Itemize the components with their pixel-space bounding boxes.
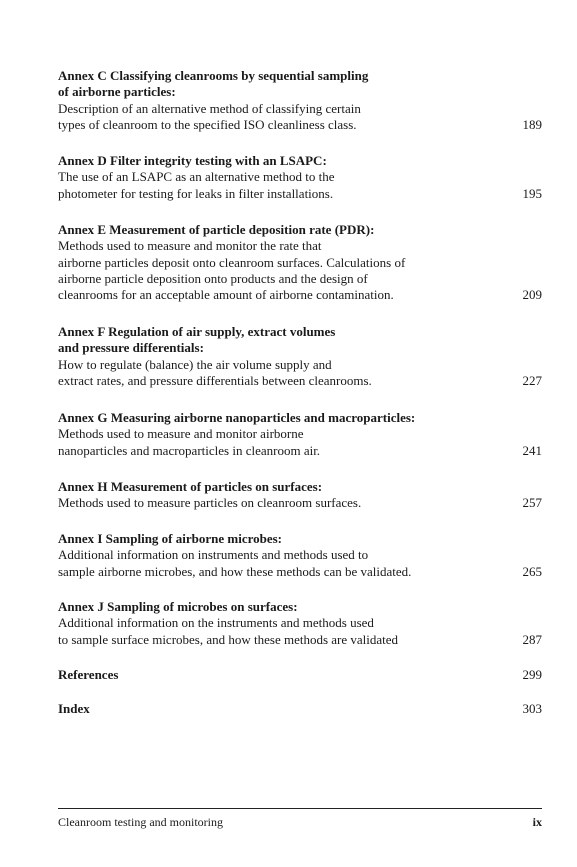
toc-entry-last-row: [58, 632, 542, 648]
toc-entry-description: Description of an alternative method of classifying certain: [58, 100, 361, 116]
toc-entry-description: sample airborne microbes, and how these methods can be validated.: [58, 563, 412, 579]
toc-entry-description: extract rates, and pressure differentials between cleanrooms.: [58, 372, 372, 388]
toc-entry-page-number: 303: [522, 701, 542, 716]
toc-entry-description: Additional information on the instruments and methods used: [58, 615, 374, 631]
toc-entry-description: to sample surface microbes, and how these methods are validated: [58, 631, 399, 647]
toc-entry-annex-e[interactable]: [58, 222, 542, 303]
toc-entry-annex-c[interactable]: [58, 68, 542, 133]
toc-entry-heading: of airborne particles:: [58, 84, 176, 100]
toc-entry-description: airborne particles deposit onto cleanroom surfaces. Calculations of: [58, 254, 406, 270]
footer-divider: [58, 808, 542, 809]
toc-entry-last-row: [58, 287, 542, 303]
toc-entry-heading: Annex G Measuring airborne nanoparticles and macroparticles:: [58, 410, 416, 425]
toc-entry-page-number: 189: [522, 116, 542, 132]
toc-entry-last-row: [58, 495, 542, 511]
toc-entry-description: cleanrooms for an acceptable amount of airborne contamination.: [58, 287, 394, 303]
toc-entry-description: nanoparticles and macroparticles in cleanroom air.: [58, 442, 321, 458]
toc-entry-page-number: 257: [522, 495, 542, 511]
toc-entry-heading: Annex D Filter integrity testing with an LSAPC:: [58, 153, 327, 168]
toc-entry-description: Methods used to measure and monitor airborne: [58, 426, 304, 442]
toc-entry-page-number: 265: [522, 563, 542, 579]
toc-entry-annex-d[interactable]: [58, 153, 542, 202]
toc-entry-annex-j[interactable]: [58, 599, 542, 648]
toc-entry-page-number: 287: [522, 631, 542, 647]
toc-entry-heading: Annex J Sampling of microbes on surfaces:: [58, 599, 298, 614]
toc-entry-last-row: [58, 667, 542, 683]
toc-entry-last-row: [58, 564, 542, 580]
toc-entry-description: The use of an LSAPC as an alternative method to the: [58, 169, 335, 185]
toc-entry-page-number: 241: [522, 442, 542, 458]
toc-entry-heading: Annex E Measurement of particle deposition rate (PDR):: [58, 222, 375, 237]
toc-entry-description: photometer for testing for leaks in filter installations.: [58, 185, 334, 201]
toc-entry-last-row: [58, 373, 542, 389]
toc-entry-description: How to regulate (balance) the air volume supply and: [58, 356, 332, 372]
toc-entry-annex-h[interactable]: [58, 479, 542, 512]
toc-entry-annex-g[interactable]: [58, 410, 542, 459]
toc-entry-description: Methods used to measure and monitor the rate that: [58, 238, 322, 254]
footer-book-title: Cleanroom testing and monitoring: [58, 815, 223, 829]
toc-entry-heading: Annex C Classifying cleanrooms by sequential sampling: [58, 68, 369, 83]
toc-entry-description: types of cleanroom to the specified ISO cleanliness class.: [58, 116, 357, 132]
toc-entry-page-number: 227: [522, 372, 542, 388]
footer-page-number: ix: [532, 815, 542, 829]
toc-entry-heading: References: [58, 667, 119, 682]
toc-entry-references[interactable]: [58, 667, 542, 683]
toc-entry-heading: Annex F Regulation of air supply, extract volumes: [58, 324, 336, 339]
toc-entry-description: Methods used to measure particles on cleanroom surfaces.: [58, 495, 362, 511]
toc-entry-last-row: [58, 701, 542, 717]
toc-entry-page-number: 195: [522, 185, 542, 201]
toc-entry-heading: and pressure differentials:: [58, 340, 204, 356]
toc-entry-index[interactable]: [58, 701, 542, 717]
toc-entry-page-number: 299: [522, 667, 542, 682]
toc-entry-description: Additional information on instruments and methods used to: [58, 547, 369, 563]
toc-entry-annex-f[interactable]: [58, 324, 542, 389]
toc-entry-last-row: [58, 443, 542, 459]
toc-entry-page-number: 209: [522, 287, 542, 303]
toc-entry-heading: Index: [58, 701, 90, 716]
toc-entry-heading: Annex I Sampling of airborne microbes:: [58, 531, 283, 546]
toc-entry-description: airborne particle deposition onto products and the design of: [58, 270, 368, 286]
toc-entry-annex-i[interactable]: [58, 531, 542, 580]
toc-entry-last-row: [58, 117, 542, 133]
toc-entry-last-row: [58, 186, 542, 202]
toc-entry-heading: Annex H Measurement of particles on surfaces:: [58, 479, 323, 494]
